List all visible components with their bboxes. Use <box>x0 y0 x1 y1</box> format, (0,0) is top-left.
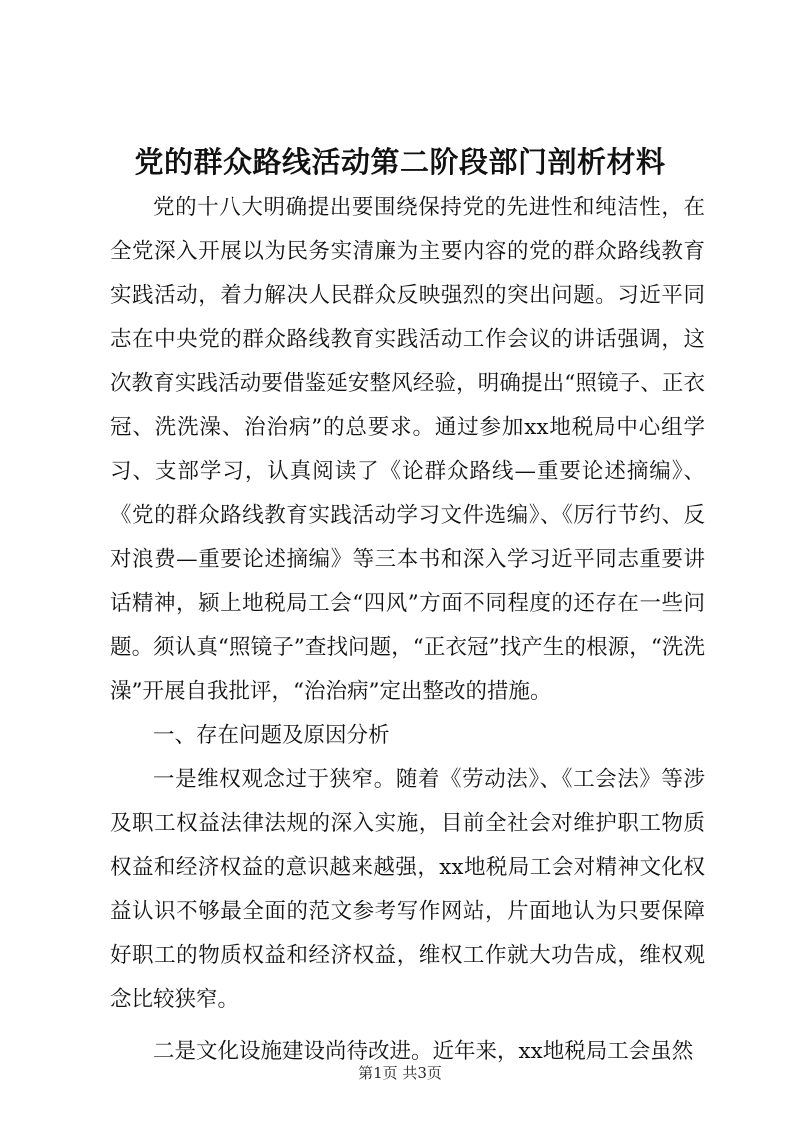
document-title: 党的群众路线活动第二阶段部门剖析材料 <box>134 145 666 179</box>
section-heading: 一、存在问题及原因分析 <box>153 723 390 748</box>
problem-paragraph-1: 一是维权观念过于狭窄。随着《劳动法》、《工会法》等涉及职工权益法律法规的深入实施，目前全社会对维护职工物质权益和经济权益的意识越来越强，xx地税局工会对精神文化权益认识不够最全面的范文参考写作网站，片面地认为只要保障好职工的物质权益和经济权益，维权工作就大功告成，维权观念比较狭窄。 <box>110 767 705 1012</box>
intro-paragraph: 党的十八大明确提出要围绕保持党的先进性和纯洁性，在全党深入开展以为民务实清廉为主要内容的党的群众路线教育实践活动，着力解决人民群众反映强烈的突出问题。习近平同志在中央党的群众路线教育实践活动工作会议的讲话强调，这次教育实践活动要借鉴延安整风经验，明确提出“照镜子、正衣冠、洗洗澡、治治病”的总要求。通过参加xx地税局中心组学习、支部学习，认真阅读了《论群众路线—重要论述摘编》、《党的群众路线教育实践活动学习文件选编》、《厉行节约、反对浪费—重要论述摘编》等三本书和深入学习近平同志重要讲话精神，颍上地税局工会“四风”方面不同程度的还存在一些问题。须认真“照镜子”查找问题，“正衣冠”找产生的根源，“洗洗澡”开展自我批评，“治治病”定出整改的措施。 <box>110 195 705 704</box>
problem-paragraph-2: 二是文化设施建设尚待改进。近年来，xx地税局工会虽然 <box>153 1039 694 1064</box>
document-body <box>110 186 705 1074</box>
page-number-footer: 第1页 共3页 <box>358 1064 442 1082</box>
